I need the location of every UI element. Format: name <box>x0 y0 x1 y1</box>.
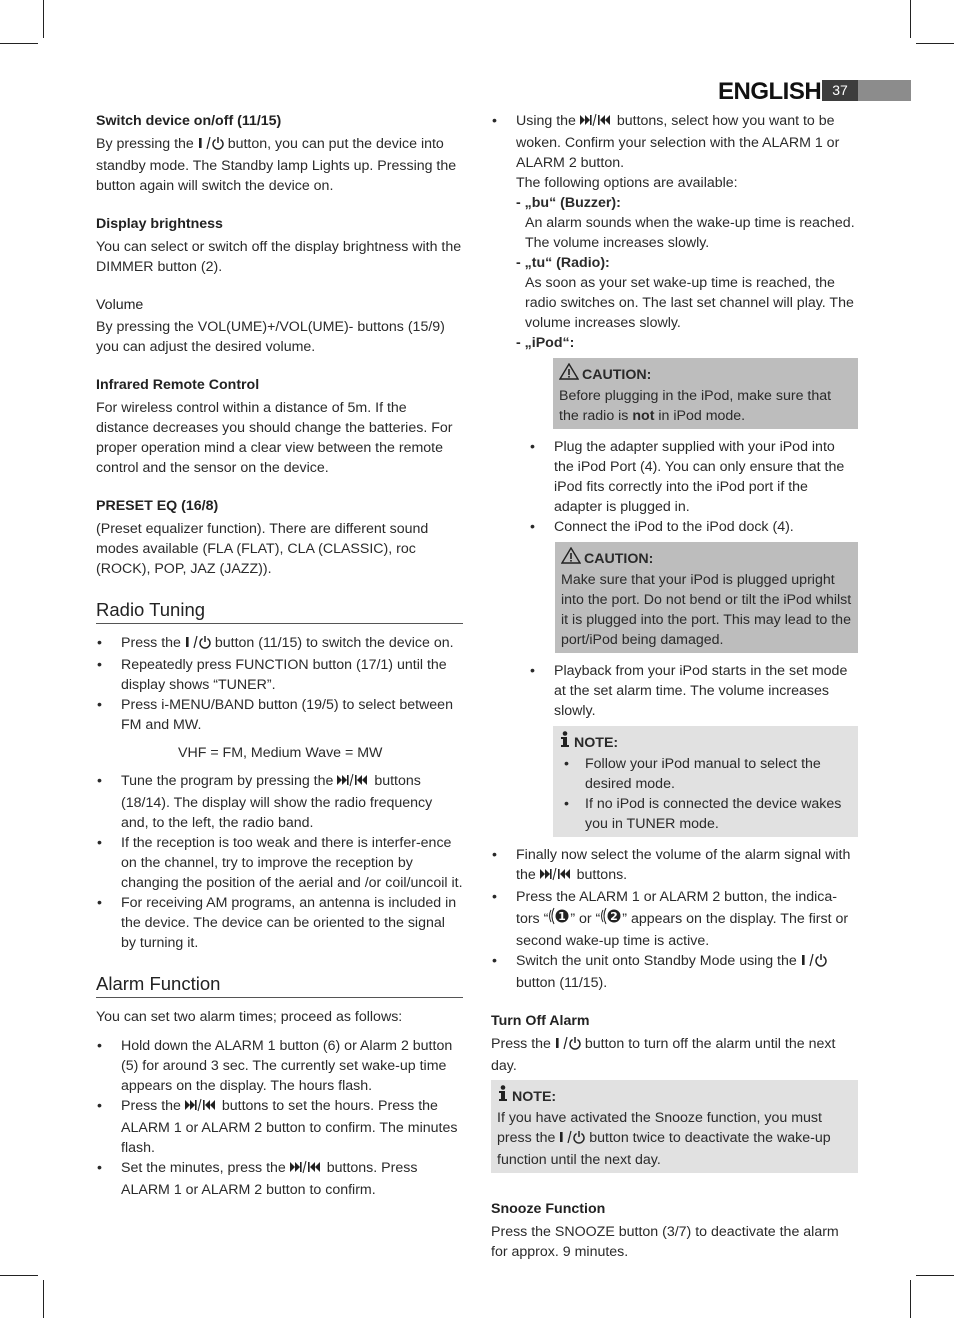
list-item: • If no iPod is connected the device wakes you in TUNER mode. <box>563 794 852 834</box>
note-label: NOTE: <box>512 1088 557 1105</box>
list-item: • Repeatedly press FUNCTION button (17/1) until the display shows “TUNER”. <box>96 655 463 695</box>
list-item: • Press i-MENU/BAND button (19/5) to select between FM and MW. <box>96 695 463 735</box>
text-span: in iPod mode. <box>658 408 746 424</box>
switch-text <box>96 134 463 196</box>
note-label: NOTE: <box>574 734 619 751</box>
standby-power-icon <box>559 1130 585 1150</box>
caution-head <box>561 547 852 570</box>
list-item: • Playback from your iPod starts in the set mode at the set alarm time. The volume increases slowly. <box>529 661 858 721</box>
preset-text: (Preset equalizer function). There are different sound modes available (FLA (FLAT), CLA (CLASSIC), roc (ROCK), POP, JAZ (JAZZ)). <box>96 521 429 577</box>
preset-heading: PRESET EQ (16/8) <box>96 498 219 514</box>
text-span: Finally now select the volume of the alarm signal with the <box>516 847 851 883</box>
caution-label: CAUTION: <box>582 366 652 383</box>
text-span: Switch the unit onto Standby Mode using the <box>516 953 797 969</box>
turn-off-heading: Turn Off Alarm <box>491 1013 590 1029</box>
left-column <box>96 111 463 1200</box>
list-item <box>96 1158 463 1200</box>
right-column <box>491 111 858 1262</box>
standby-power-icon <box>555 1036 581 1056</box>
text-span: Press the <box>121 1098 181 1114</box>
alarm-list <box>96 1036 463 1200</box>
caution-box <box>555 542 858 653</box>
note-text <box>497 1108 852 1170</box>
alarm-function-heading: Alarm Function <box>96 973 463 998</box>
volume-text: By pressing the VOL(UME)+/VOL(UME)- buttons (15/9) you can adjust the desired volume. <box>96 319 445 355</box>
text-span: Before plugging in the iPod, make sure that the radio is <box>559 388 832 424</box>
crop-mark <box>0 43 38 44</box>
text-span: buttons (18/14). The display will show the radio frequency and, to the left, the radio band. <box>121 773 433 831</box>
crop-mark <box>0 1275 38 1276</box>
caution-head <box>559 363 852 386</box>
text-span: Press the ALARM 1 or ALARM 2 button, the indica-tors “ <box>516 889 837 927</box>
info-icon <box>559 731 571 754</box>
caution-box <box>553 358 858 429</box>
text-span: buttons. <box>576 867 628 883</box>
text-span: buttons. Press ALARM 1 or ALARM 2 button to confirm. <box>121 1160 418 1198</box>
option-title: - „iPod“: <box>516 335 575 351</box>
list-item <box>491 887 858 951</box>
ipod-list <box>529 437 858 537</box>
list-item <box>491 111 858 193</box>
svg-text:2: 2 <box>610 910 619 923</box>
text-span: ” appears on the display. The first or second wake-up time is active. <box>516 911 849 949</box>
volume-heading: Volume <box>96 297 144 313</box>
warning-icon <box>559 363 579 386</box>
final-list <box>491 845 858 993</box>
list-item <box>491 845 858 887</box>
text-span: If you have activated the Snooze function, you must press the <box>497 1110 822 1146</box>
text-span: buttons to set the hours. Press the ALARM 1 or ALARM 2 button to confirm. The minutes flash. <box>121 1098 458 1156</box>
standby-power-icon <box>198 136 224 156</box>
text-span: Set the minutes, press the <box>121 1160 286 1176</box>
brightness-heading: Display brightness <box>96 216 223 232</box>
text-span: not <box>632 408 655 424</box>
option-text: As soon as your set wake-up time is reached, the radio switches on. The last set channel will play. The volume increases slowly. <box>525 275 854 331</box>
option-ipod <box>491 333 858 353</box>
text-span: button (11/15). <box>516 975 608 991</box>
text-span: button, you can put the device into standby mode. The Standby lamp Lights up. Pressing the button again will switch the device on. <box>96 136 457 194</box>
alarm-intro: You can set two alarm times; proceed as follows: <box>96 1009 403 1025</box>
infrared-text: For wireless control within a distance of 5m. If the distance decreases you should change the batteries. For proper operation mind a clear view between the remote control and the sensor on the device. <box>96 400 453 476</box>
text-span: Press the <box>491 1036 551 1052</box>
text-span: By pressing the <box>96 136 194 152</box>
crop-mark <box>43 0 44 38</box>
band-note: VHF = FM, Medium Wave = MW <box>178 745 383 761</box>
list-item <box>491 951 858 993</box>
list-item <box>96 1096 463 1158</box>
infrared-heading: Infrared Remote Control <box>96 377 260 393</box>
header-bar <box>858 80 911 101</box>
text-span: button twice to deactivate the wake-up function until the next day. <box>497 1130 831 1168</box>
note-box <box>491 1080 858 1173</box>
language-header: ENGLISH <box>718 78 822 105</box>
option-title: - „tu“ (Radio): <box>516 255 610 271</box>
option-text: An alarm sounds when the wake-up time is reached. The volume increases slowly. <box>525 215 855 251</box>
list-item <box>96 771 463 833</box>
note-box <box>553 726 858 837</box>
list-item: • Connect the iPod to the iPod dock (4). <box>529 517 858 537</box>
ipod-list-2 <box>529 661 858 721</box>
note-list <box>563 754 852 834</box>
crop-mark <box>910 1280 911 1318</box>
list-item <box>96 633 463 655</box>
caution-text: Make sure that your iPod is plugged upright into the port. Do not bend or tilt the iPod whilst it is plugged into the port. This may lead to the port/iPod being damaged. <box>561 572 852 648</box>
switch-heading: Switch device on/off (11/15) <box>96 113 282 129</box>
page-number: 37 <box>822 80 858 101</box>
info-icon <box>497 1085 509 1108</box>
note-head <box>497 1085 852 1108</box>
options-intro: The following options are available: <box>516 175 738 191</box>
crop-mark <box>43 1280 44 1318</box>
skip-forward-back-icon <box>290 1160 323 1180</box>
skip-forward-back-icon <box>185 1098 218 1118</box>
text-span: Press the <box>121 635 181 651</box>
option-title: - „bu“ (Buzzer): <box>516 195 621 211</box>
warning-icon <box>561 547 581 570</box>
standby-power-icon <box>185 635 211 655</box>
crop-mark <box>916 43 954 44</box>
option-radio <box>491 253 858 333</box>
text-span: Tune the program by pressing the <box>121 773 334 789</box>
list-item: • For receiving AM programs, an antenna is included in the device. The device can be oriented to the signal by turning it. <box>96 893 463 953</box>
text-span: button to turn off the alarm until the next day. <box>491 1036 836 1074</box>
text-span: ” or “ <box>570 911 601 927</box>
option-buzzer <box>491 193 858 253</box>
radio-tuning-heading: Radio Tuning <box>96 599 463 624</box>
radio-list <box>96 633 463 735</box>
standby-power-icon <box>801 953 827 973</box>
alarm-1-icon <box>548 907 570 931</box>
radio-list-2 <box>96 771 463 953</box>
turn-off-text <box>491 1034 858 1076</box>
alarm-2-icon <box>600 907 622 931</box>
note-head <box>559 731 852 754</box>
skip-forward-back-icon <box>580 113 613 133</box>
crop-mark <box>910 0 911 38</box>
list-item: • If the reception is too weak and there is interfer-ence on the channel, try to improve the reception by changing the position of the aerial and /or coil/uncoil it. <box>96 833 463 893</box>
skip-forward-back-icon <box>337 773 370 793</box>
list-item: • Hold down the ALARM 1 button (6) or Alarm 2 button (5) for around 3 sec. The currently set wake-up time appears on the display. The hours flash. <box>96 1036 463 1096</box>
snooze-heading: Snooze Function <box>491 1201 606 1217</box>
snooze-text: Press the SNOOZE button (3/7) to deactivate the alarm for approx. 9 minutes. <box>491 1224 839 1260</box>
brightness-text: You can select or switch off the display brightness with the DIMMER button (2). <box>96 239 462 275</box>
text-span: button (11/15) to switch the device on. <box>214 635 454 651</box>
list-item: • Follow your iPod manual to select the desired mode. <box>563 754 852 794</box>
caution-text <box>559 386 852 426</box>
svg-text:1: 1 <box>558 910 567 923</box>
caution-label: CAUTION: <box>584 550 654 567</box>
wake-list <box>491 111 858 193</box>
crop-mark <box>916 1275 954 1276</box>
skip-forward-back-icon <box>540 867 573 887</box>
text-span: Using the <box>516 113 576 129</box>
list-item: • Plug the adapter supplied with your iPod into the iPod Port (4). You can only ensure that the iPod fits correctly into the iPod port if the adapter is plugged in. <box>529 437 858 517</box>
text-span: buttons, select how you want to be woken. Confirm your selection with the ALARM 1 or ALARM 2 button. <box>516 113 840 171</box>
